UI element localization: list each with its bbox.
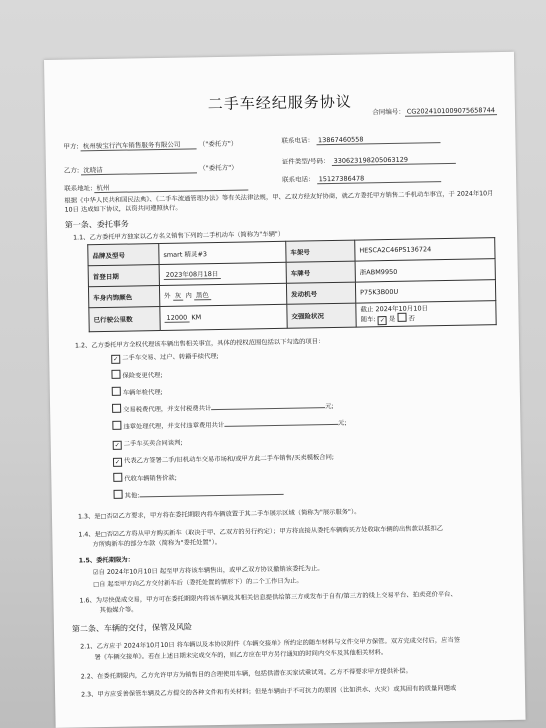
clause-1-4b: 方所购新车的部分车款（简称为"委托处置"）。 <box>92 538 222 549</box>
option-4: 交易税费代理，并支付税费共计 元; <box>112 400 334 414</box>
checkbox-no[interactable] <box>397 313 406 322</box>
option-6: ✓二手车买卖合同谈判; <box>113 438 183 450</box>
option-1: ✓二手车交易、过户、转籍手续代理; <box>111 351 219 364</box>
option-8: 代收车辆销售价款; <box>113 472 177 483</box>
article-1-title: 第一条、委托事务 <box>64 219 129 230</box>
clause-1-3: 1.3、是□否☑乙方要求，甲方将在委托期限内将车辆放置于其二手车展示区域（简称为"展示服务"）。 <box>77 508 361 521</box>
party-a-row: 甲方: 杭州骏宝行汽车销售服务有限公司 （"委托方"） <box>63 139 238 151</box>
party-b-phone: 联系电话： 15127386478 <box>282 172 441 185</box>
clause-2-1a: 2.1、乙方应于 2024年10月10日 将车辆以及本协议附件《车辆交接单》所约定的随车材料与文件交甲方保管。双方完成交付后，应当签 <box>80 636 461 651</box>
party-b-name: 沈晓洁 <box>81 163 197 175</box>
clause-1-5: 1.5、委托期限为： <box>78 556 135 565</box>
clause-1-6b: 其他媒介等。 <box>99 606 138 615</box>
party-b-id: 证件类型/号码： 330623198205063129 <box>282 154 456 167</box>
clause-2-2: 2.2、在委托期限内，乙方允许甲方为销售目的合理使用车辆，包括供潜在买家试乘试驾。乙方不得要求甲方提供补偿。 <box>80 667 412 681</box>
party-a-phone: 联系电话： 13867460558 <box>281 133 440 146</box>
party-a-name: 杭州骏宝行汽车销售服务有限公司 <box>81 139 197 151</box>
contract-page <box>44 52 526 728</box>
clause-2-3: 2.3、甲方应妥善保管车辆及乙方提交的各种文件和有关材料；但是车辆由于不可抗力的原因（比如洪水、火灾）或其固有的质量问题或 <box>81 684 457 699</box>
clause-1-2: 1.2、乙方委托甲方全权代理该车辆出售相关事宜，具体的授权范围包括以下勾选的项目： <box>74 338 325 350</box>
clause-1-6a: 1.6、为尽快促成交易，甲方可在委托期限内将该车辆及其相关信息提供给第三方或发布于自有/第三方的线上交易平台、拍卖竞价平台、 <box>79 590 457 605</box>
option-3: 车辆年检代理; <box>112 386 163 397</box>
option-7: ✓代表乙方签署二手/旧机动车交易市场和/或甲方此二手车销售/买卖模板合同; <box>113 452 334 467</box>
page-title: 二手车经纪服务协议 <box>207 92 352 114</box>
vehicle-table: 品牌及型号 smart 精灵#3 车架号 HESCA2C46PS136724 首登日期 2023年08月18日 车牌号 浙ABM9950 车身内饰颜色 外 灰 内 黑色 发动机号 P75K3B00U 已行驶公里数 12000 KM 交强险状况 截止 2024年10月10日 随车: ✓ 是 否 <box>87 237 496 332</box>
option-5: 违章处理代理，并支付违章费用共计 元; <box>112 417 346 431</box>
clause-1-5b: □自 起至甲方向乙方交付新车后（委托处置的情形下）的二个工作日为止。 <box>93 577 303 589</box>
clause-1-1: 1.1、乙方委托甲方独家以乙方名义销售下列的二手机动车（简称为"车辆"） <box>73 230 285 242</box>
party-b-address: 联系地址: 杭州 <box>64 180 248 193</box>
article-2-title: 第二条、车辆的交付，保管及风险 <box>71 622 192 634</box>
preamble: 根据《中华人民共和国民法典》、《二手车流通管理办法》等有关法律法规，甲、乙双方经友好协商，就乙方委托甲方销售二手机动车事宜，于 2024年10月10日 达成如下协议，以资共同遵照执行。 <box>64 190 494 214</box>
clause-1-5a: ☑自 2024年10月10日 起至甲方将该车辆售出，或甲乙双方协议撤销该委托为止。 <box>92 565 324 577</box>
party-b-row: 乙方: 沈晓洁 （"委托方"） <box>63 163 238 175</box>
contract-number: 合同编号： CG20241010090756587​44 <box>372 105 497 116</box>
option-9: 其他: <box>114 487 284 500</box>
clause-1-4a: 1.4、是□否☑乙方将从甲方购买新车（取决于甲、乙双方的另行约定）；甲方将直接从委托车辆购买方处收取车辆的出售款以抵扣乙 <box>78 525 444 539</box>
option-2: 保险变更代理; <box>111 369 162 380</box>
checkbox-yes[interactable] <box>378 316 387 325</box>
clause-2-1b: 署《车辆交接单》。若在上述日期未完成交车的，则乙方应在甲方另行通知的时间内交车及其他相关材料。 <box>94 649 388 662</box>
